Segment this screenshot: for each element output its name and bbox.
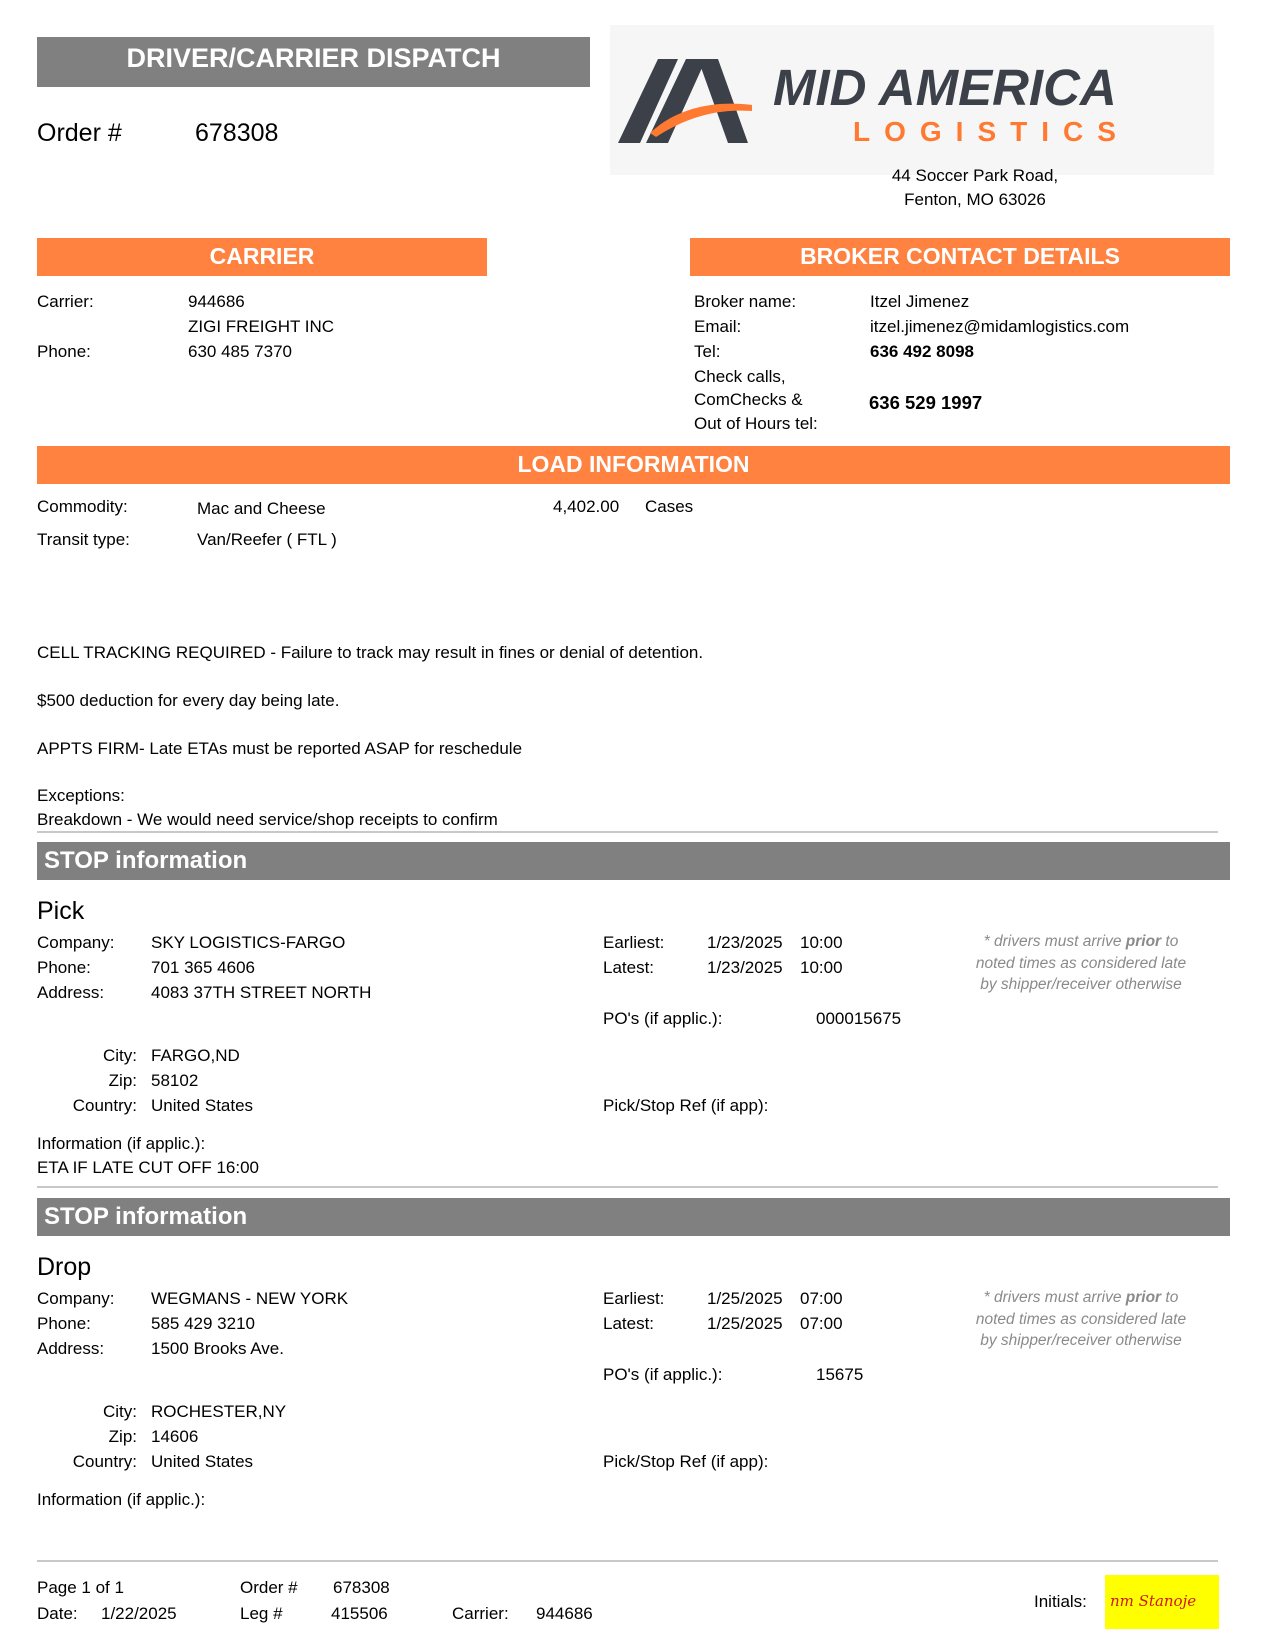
stop-city: ROCHESTER,NY [151,1402,287,1421]
stop-section-header: STOP information [37,1198,1230,1236]
check-calls-label-2: ComChecks & [694,390,803,409]
stop-zip: 14606 [151,1427,199,1446]
ref-label: Pick/Stop Ref (if app): [603,1096,769,1115]
zip-label: Zip: [108,1071,137,1090]
order-number: 678308 [195,119,279,147]
stop-section-header: STOP information [37,842,1230,880]
latest-date: 1/23/2025 [707,958,783,977]
arrival-note: * drivers must arrive prior to noted times as considered late by shipper/receiver otherwise [975,1289,1187,1349]
note-exceptions-label: Exceptions: [37,786,125,805]
country-label: Country: [72,1452,137,1471]
check-calls-label-3: Out of Hours tel: [694,414,818,433]
commodity-value: Mac and Cheese [197,499,326,518]
logo-mark-icon [610,25,1214,175]
footer-page: Page 1 of 1 [37,1578,124,1597]
ref-label: Pick/Stop Ref (if app): [603,1452,769,1471]
info-label: Information (if applic.): [37,1490,206,1509]
broker-name-label: Broker name: [694,292,797,311]
note-appts-firm: APPTS FIRM- Late ETAs must be reported ASAP for reschedule [37,739,523,758]
broker-tel-label: Tel: [694,342,721,361]
stop-phone: 701 365 4606 [151,958,255,977]
address-label: Address: [37,983,105,1002]
carrier-id: 944686 [188,292,245,311]
commodity-label: Commodity: [37,497,128,516]
order-label: Order # [37,119,122,147]
broker-email-label: Email: [694,317,742,336]
note-late-deduction: $500 deduction for every day being late. [37,691,340,710]
stop-company: SKY LOGISTICS-FARGO [151,933,346,952]
document-title: DRIVER/CARRIER DISPATCH [37,37,590,87]
footer-carrier-label: Carrier: [452,1604,509,1623]
earliest-label: Earliest: [603,1289,665,1308]
broker-section-header: BROKER CONTACT DETAILS [690,238,1230,276]
city-label: City: [103,1402,137,1421]
divider [37,1186,1218,1188]
carrier-phone-label: Phone: [37,342,91,361]
earliest-time: 10:00 [800,933,843,952]
stop-country: United States [151,1096,254,1115]
note-cell-tracking: CELL TRACKING REQUIRED - Failure to track may result in fines or denial of detention. [37,643,704,662]
transit-type-value: Van/Reefer ( FTL ) [197,530,337,549]
stop-po: 15675 [816,1365,864,1384]
footer-divider [37,1560,1218,1562]
latest-label: Latest: [603,1314,655,1333]
stop-phone: 585 429 3210 [151,1314,255,1333]
quantity-unit: Cases [645,497,694,516]
divider [37,831,1218,833]
company-label: Company: [37,1289,115,1308]
footer-leg-label: Leg # [240,1604,283,1623]
stop-po: 000015675 [816,1009,902,1028]
quantity-value: 4,402.00 [553,497,620,516]
broker-email[interactable]: itzel.jimenez@midamlogistics.com [870,317,1130,336]
zip-label: Zip: [108,1427,137,1446]
stop-info: ETA IF LATE CUT OFF 16:00 [37,1158,260,1177]
footer-order: 678308 [333,1578,390,1597]
stop-type: Pick [37,897,85,925]
company-label: Company: [37,933,115,952]
stop-type: Drop [37,1253,92,1281]
phone-label: Phone: [37,1314,91,1333]
earliest-date: 1/23/2025 [707,933,783,952]
load-section-header: LOAD INFORMATION [37,446,1230,484]
footer-carrier: 944686 [536,1604,593,1623]
city-label: City: [103,1046,137,1065]
footer-date: 1/22/2025 [101,1604,177,1623]
transit-type-label: Transit type: [37,530,130,549]
earliest-label: Earliest: [603,933,665,952]
check-calls-tel: 636 529 1997 [869,392,983,413]
carrier-label: Carrier: [37,292,94,311]
note-breakdown: Breakdown - We would need service/shop receipts to confirm [37,810,498,829]
carrier-name: ZIGI FREIGHT INC [188,317,335,336]
address-label: Address: [37,1339,105,1358]
earliest-time: 07:00 [800,1289,843,1308]
broker-tel: 636 492 8098 [870,342,974,361]
earliest-date: 1/25/2025 [707,1289,783,1308]
company-address-line1: 44 Soccer Park Road, [891,166,1059,185]
latest-time: 10:00 [800,958,843,977]
logo-name-top: MID AMERICA [773,59,1117,116]
initials-signature: nm Stanoje [1110,1592,1197,1610]
latest-label: Latest: [603,958,655,977]
latest-time: 07:00 [800,1314,843,1333]
footer-order-label: Order # [240,1578,298,1597]
latest-date: 1/25/2025 [707,1314,783,1333]
phone-label: Phone: [37,958,91,977]
broker-name: Itzel Jimenez [870,292,970,311]
logo-name-bottom: LOGISTICS [853,116,1130,147]
po-label: PO's (if applic.): [603,1009,723,1028]
check-calls-label-1: Check calls, [694,367,786,386]
info-label: Information (if applic.): [37,1134,206,1153]
company-address-line2: Fenton, MO 63026 [904,190,1046,209]
stop-address: 1500 Brooks Ave. [151,1339,284,1358]
stop-company: WEGMANS - NEW YORK [151,1289,349,1308]
initials-label: Initials: [1034,1592,1087,1611]
arrival-note: * drivers must arrive prior to noted times as considered late by shipper/receiver otherwise [975,933,1187,993]
carrier-phone: 630 485 7370 [188,342,292,361]
footer-leg: 415506 [331,1604,388,1623]
footer-date-label: Date: [37,1604,78,1623]
country-label: Country: [72,1096,137,1115]
stop-country: United States [151,1452,254,1471]
po-label: PO's (if applic.): [603,1365,723,1384]
carrier-section-header: CARRIER [37,238,487,276]
company-logo [610,25,1214,175]
stop-zip: 58102 [151,1071,199,1090]
stop-address: 4083 37TH STREET NORTH [151,983,372,1002]
stop-city: FARGO,ND [151,1046,240,1065]
